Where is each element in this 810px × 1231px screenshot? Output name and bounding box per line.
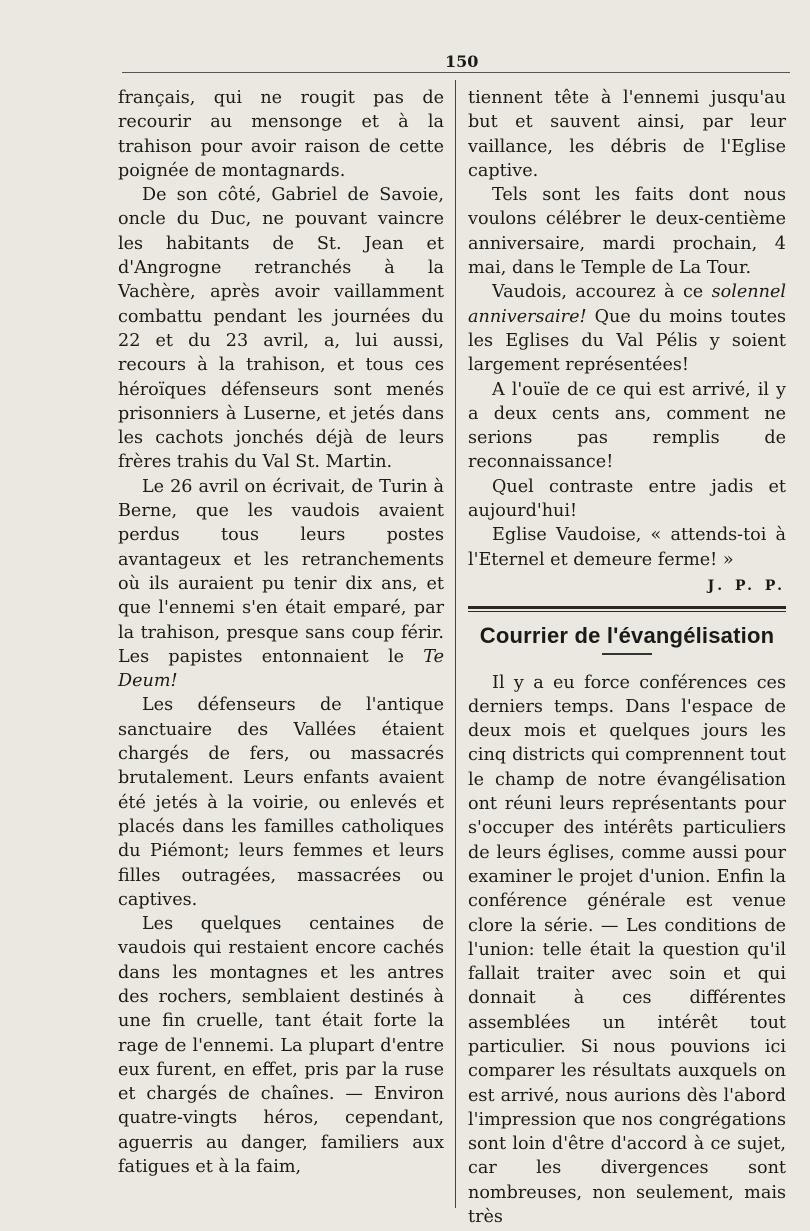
paragraph: Il y a eu force conférences ces derniers temps. Dans l'espace de deux mois et quelques jours les cinq districts qui comprennent tout le champ de notre évangélisation ont réuni leurs représentants pour s'occuper des intérêts particuliers de leurs églises, comme aussi pour examiner le projet d'union. Enfin la conférence générale est venue clore la série. — Les conditions de l'union: telle était la question qu'il fallait traiter avec soin et qui donnait à ces différentes assemblées un intérêt tout particulier. Si nous pouvions ici comparer les résultats auxquels on est arrivé, nous aurions dès l'abord l'impression que nos congrégations sont loin d'être d'accord à ce sujet, car les divergences sont nombreuses, non seulement, mais très [468, 672, 786, 1228]
left-column [118, 86, 444, 1179]
signature: J. P. P. [707, 577, 786, 594]
paragraph-text: Vaudois, accourez à ce [492, 282, 704, 303]
paragraph: Eglise Vaudoise, « attends-toi à l'Eternel et demeure ferme! » [468, 525, 786, 570]
column-divider [455, 80, 456, 1208]
paragraph: Tels sont les faits dont nous voulons célébrer le deux-centième anniversaire, mardi prochain, 4 mai, dans le Temple de La Tour. [468, 185, 786, 279]
paragraph: De son côté, Gabriel de Savoie, oncle du Duc, ne pouvant vaincre les habitants de St. Jean et d'Angrogne retranchés à la Vachère, après avoir vaillamment combattu pendant les journées du 22 et du 23 avril, a, lui aussi, recours à la trahison, et tous ces héroïques défenseurs sont menés prisonniers à Luserne, et jetés dans les cachots jonchés déjà de leurs frères trahis du Val St. Martin. [118, 185, 444, 473]
paragraph: Les défenseurs de l'antique sanctuaire des Vallées étaient chargés de fers, ou massacrés brutalement. Leurs enfants avaient été jetés à la voirie, ou enlevés et placés dans les familles catholiques du Piémont; leurs femmes et leurs filles outragées, massacrées ou captives. [118, 695, 444, 910]
paragraph: A l'ouïe de ce qui est arrivé, il y a deux cents ans, comment ne serions pas remplis de reconnaissance! [468, 379, 786, 473]
paragraph: tiennent tête à l'ennemi jusqu'au but et sauvent ainsi, par leur vaillance, les débris de l'Eglise captive. [468, 88, 786, 181]
paragraph-text: Le 26 avril on écrivait, de Turin à Berne, que les vaudois avaient perdus tous leurs postes avantageux et les retranchements où ils auraient pu tenir dix ans, et que l'ennemi s'en était emparé, par la trahison, presque sans coup férir. Les papistes entonnaient le [118, 476, 444, 667]
te-deum-text: Te Deum! [118, 646, 444, 692]
paragraph: Les quelques centaines de vaudois qui restaient encore cachés dans les montagnes et les antres des rochers, semblaient destinés à une fin cruelle, tant était forte la rage de l'ennemi. La plupart d'entre eux furent, en effet, pris par la ruse et chargés de chaînes. — Environ quatre-vingts héros, cependant, aguerris au danger, familiers aux fatigues et à la faim, [118, 914, 444, 1178]
title-rule [602, 653, 652, 655]
paragraph-text: Que du moins toutes les Eglises du Val Pélis y soient largement représentées! [468, 306, 787, 376]
paragraph: français, qui ne rougit pas de recourir au mensonge et à la trahison pour avoir raison de cette poignée de montagnards. [118, 88, 444, 181]
page-header [122, 52, 790, 73]
section-separator [468, 606, 786, 612]
right-column [468, 86, 786, 1229]
italic-text: solennel anniversaire! [468, 282, 787, 327]
page-number: 150 [442, 52, 481, 71]
section-title: Courrier de l'évangélisation [479, 623, 775, 649]
paragraph [118, 475, 444, 694]
paragraph: Quel contraste entre jadis et aujourd'hui! [468, 476, 786, 522]
paragraph [468, 280, 786, 377]
